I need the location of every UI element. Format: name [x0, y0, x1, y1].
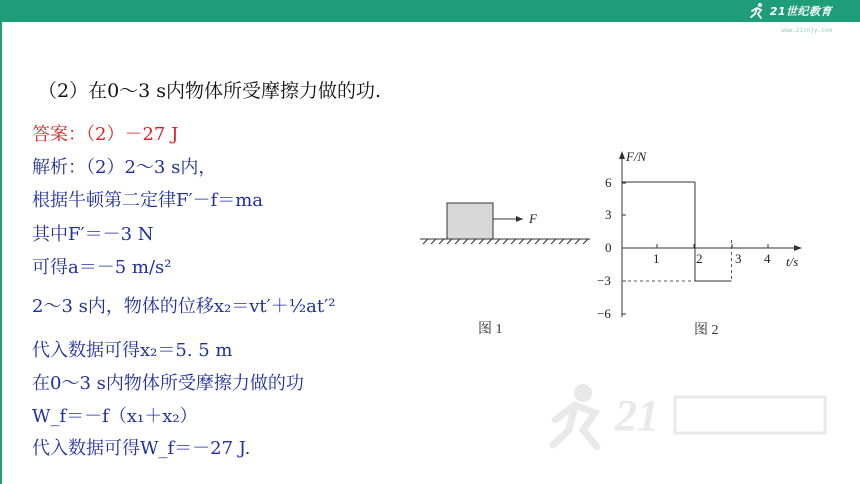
- x-tick-4: 4: [764, 251, 771, 266]
- logo: [748, 2, 832, 20]
- analysis-line-3: 其中F′＝－3 N: [32, 224, 154, 245]
- logo-url: www.21cnjy.com: [781, 27, 832, 34]
- left-border: [0, 22, 2, 484]
- dashed-guides: [622, 182, 732, 281]
- svg-text:21: 21: [615, 391, 659, 440]
- figure-2-caption: 图 2: [694, 323, 719, 338]
- figure-2: [590, 145, 820, 345]
- force-time-line: [622, 182, 732, 281]
- x-tick-2: 2: [696, 251, 703, 266]
- x-axis-label: t/s: [786, 254, 799, 269]
- y-tick-neg3: −3: [597, 273, 611, 288]
- y-tick-neg6: −6: [597, 306, 611, 321]
- answer-text: 答案：（2）－27 J: [32, 124, 179, 145]
- origin-label: 0: [605, 240, 612, 255]
- y-tick-3: 3: [605, 207, 612, 222]
- ground-hatch: [420, 239, 590, 244]
- figure-1-caption: 图 1: [478, 322, 503, 337]
- analysis-line-9: 代入数据可得W_f＝－27 J.: [32, 438, 251, 459]
- y-axis-label: F/N: [626, 149, 647, 164]
- analysis-line-8: W_f＝－f（x₁＋x₂）: [32, 406, 198, 427]
- force-label: F: [529, 211, 537, 226]
- question-text: （2）在0～3 s内物体所受摩擦力做的功.: [38, 80, 382, 102]
- analysis-line-4: 可得a＝－5 m/s²: [32, 257, 172, 278]
- runner-logo-icon: [748, 2, 766, 20]
- analysis-line-1: 解析：（2）2～3 s内，: [32, 157, 217, 178]
- logo-text: 21世纪教育: [769, 5, 832, 18]
- block: [447, 203, 493, 239]
- header-bar: [0, 0, 860, 22]
- analysis-line-6: 代入数据可得x₂＝5. 5 m: [32, 340, 233, 361]
- analysis-line-2: 根据牛顿第二定律F′－f＝ma: [32, 190, 264, 211]
- watermark-logo-icon: [545, 375, 835, 455]
- figure-1: [415, 195, 595, 345]
- analysis-line-7: 在0～3 s内物体所受摩擦力做的功: [32, 373, 304, 394]
- x-tick-3: 3: [735, 251, 742, 266]
- analysis-line-5: 2～3 s内，物体的位移x₂＝vt′＋½at′²: [32, 296, 336, 317]
- y-tick-6: 6: [605, 175, 612, 190]
- x-tick-1: 1: [653, 251, 660, 266]
